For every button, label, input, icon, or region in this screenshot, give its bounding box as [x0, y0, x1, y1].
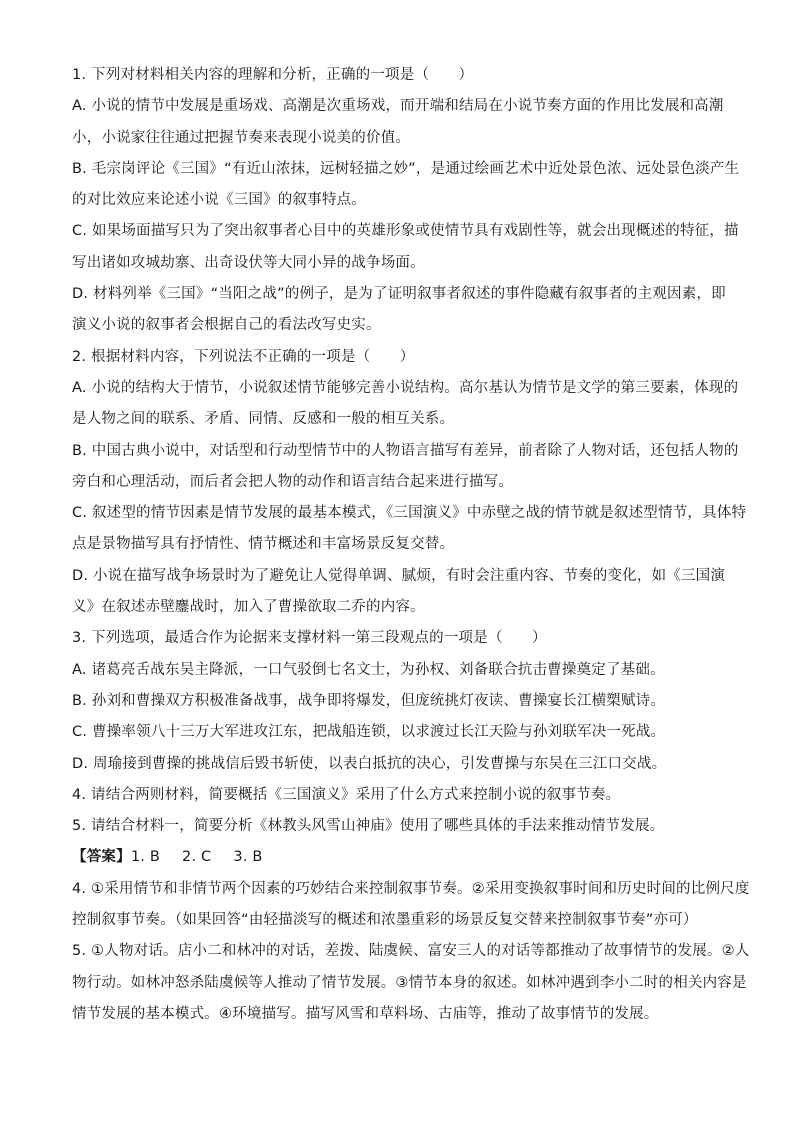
q3-option-a: A. 诸葛亮舌战东吴主降派，一口气驳倒七名文士，为孙权、刘备联合抗击曹操奠定了基础。 — [72, 661, 665, 678]
answer-1: 1. B — [130, 849, 161, 866]
q2-option-a-cont: 是人物之间的联系、矛盾、同情、反感和一般的相互关系。 — [72, 411, 455, 428]
q1-option-b-cont: 的对比效应来论述小说《三国》的叙事特点。 — [72, 192, 366, 209]
q2-option-d: D. 小说在描写战争场景时为了避免让人觉得单调、腻烦，有时会注重内容、节奏的变化，如《三国演 — [72, 567, 726, 584]
answer-5-line-1: 5. ①人物对话。店小二和林冲的对话，差拨、陆虞候、富安三人的对话等都推动了故事情节的发展。②人 — [72, 943, 750, 960]
q3-option-c: C. 曹操率领八十三万大军进攻江东，把战船连锁，以求渡过长江天险与孙刘联军决一死战。 — [72, 724, 666, 741]
answer-summary — [72, 842, 722, 873]
q2-option-c: C. 叙述型的情节因素是情节发展的最基本模式，《三国演义》中赤壁之战的情节就是叙述型情节，具体特 — [72, 505, 747, 522]
q1-option-b: B. 毛宗岗评论《三国》“有近山浓抹，远树轻描之妙”，是通过绘画艺术中近处景色浓、远处景色淡产生 — [72, 160, 740, 177]
q5-stem: 5. 请结合材料一，简要分析《林教头风雪山神庙》使用了哪些具体的手法来推动情节发展。 — [72, 818, 665, 835]
q1-option-c-cont: 写出诸如攻城劫寨、出奇设伏等大同小异的战争场面。 — [72, 254, 425, 271]
q2-option-b: B. 中国古典小说中，对话型和行动型情节中的人物语言描写有差异，前者除了人物对话，还包括人物的 — [72, 442, 739, 459]
q3-option-d: D. 周瑜接到曹操的挑战信后毁书斩使，以表白抵抗的决心，引发曹操与东吴在三江口交战。 — [72, 755, 667, 772]
q3-option-b: B. 孙刘和曹操双方积极准备战事，战争即将爆发，但庞统挑灯夜读、曹操宴长江横槊赋诗。 — [72, 692, 666, 709]
answer-4-line-1: 4. ①采用情节和非情节两个因素的巧妙结合来控制叙事节奏。②采用变换叙事时间和历史时间的比例尺度 — [72, 880, 750, 897]
document-page — [72, 60, 750, 1030]
q1-option-c: C. 如果场面描写只为了突出叙事者心目中的英雄形象或使情节具有戏剧性等，就会出现概述的特征，描 — [72, 223, 739, 240]
q3-stem: 3. 下列选项，最适合作为论据来支撑材料一第三段观点的一项是（ ） — [72, 630, 547, 647]
q1-stem: 1. 下列对材料相关内容的理解和分析，正确的一项是（ ） — [72, 67, 474, 83]
q2-option-a: A. 小说的结构大于情节，小说叙述情节能够完善小说结构。高尔基认为情节是文学的第三要素，体现的 — [72, 379, 739, 396]
answer-2: 2. C — [182, 849, 212, 866]
answer-5-line-3: 情节发展的基本模式。④环境描写。描写风雪和草料场、古庙等，推动了故事情节的发展。 — [72, 1005, 659, 1022]
q2-stem: 2. 根据材料内容，下列说法不正确的一项是（ ） — [72, 348, 415, 365]
q1-option-d-cont: 演义小说的叙事者会根据自己的看法改写史实。 — [72, 317, 381, 334]
q1-option-a-cont: 小，小说家往往通过把握节奏来表现小说美的价值。 — [72, 129, 411, 146]
q1-option-a: A. 小说的情节中发展是重场戏、高潮是次重场戏，而开端和结局在小说节奏方面的作用比发展和高潮 — [72, 98, 724, 115]
q2-option-d-cont: 义》在叙述赤壁鏖战时，加入了曹操欲取二乔的内容。 — [72, 599, 425, 616]
q2-option-b-cont: 旁白和心理活动，而后者会把人物的动作和语言结合起来进行描写。 — [72, 473, 513, 490]
answer-5-line-2: 物行动。如林冲怒杀陆虞候等人推动了情节发展。③情节本身的叙述。如林冲遇到李小二时的相关内容是 — [72, 974, 747, 991]
q2-option-c-cont: 点是景物描写具有抒情性、情节概述和丰富场景反复交替。 — [72, 536, 455, 553]
answer-tag: 【答案】 — [72, 849, 131, 866]
q1-option-d: D. 材料列举《三国》“当阳之战”的例子，是为了证明叙事者叙述的事件隐藏有叙事者的主观因素，即 — [72, 286, 726, 303]
answer-4-line-2: 控制叙事节奏。（如果回答“由轻描淡写的概述和浓墨重彩的场景反复交替来控制叙事节奏”亦可） — [72, 912, 698, 929]
answer-3: 3. B — [233, 849, 263, 866]
q4-stem: 4. 请结合两则材料，简要概括《三国演义》采用了什么方式来控制小说的叙事节奏。 — [72, 786, 621, 803]
